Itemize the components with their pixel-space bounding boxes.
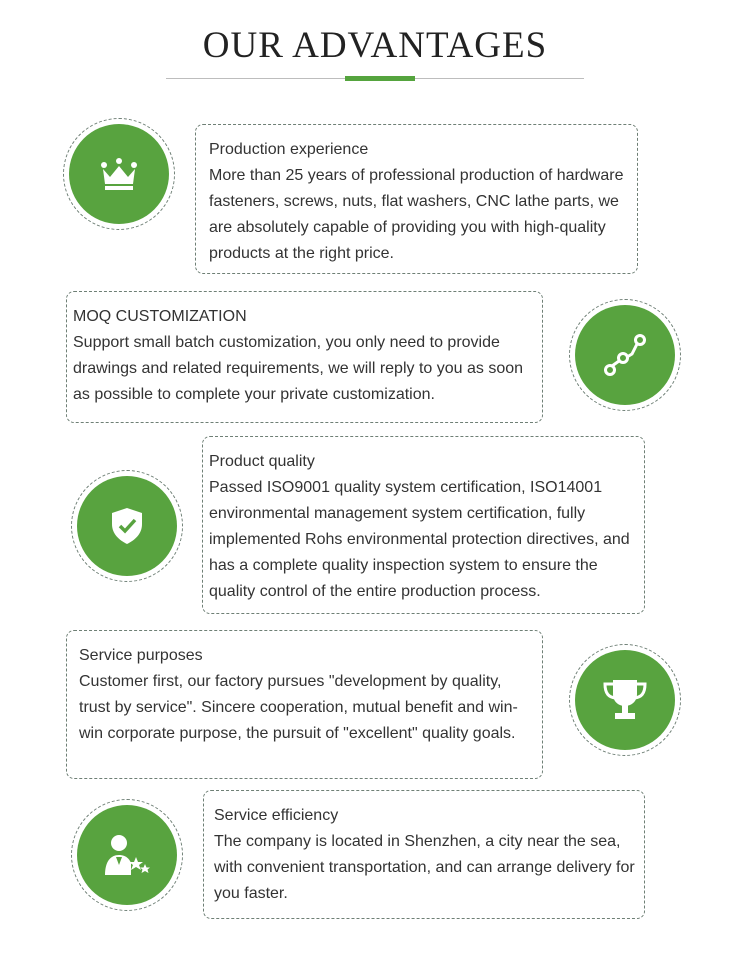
advantage-heading: Service purposes bbox=[79, 647, 203, 664]
advantage-heading: Product quality bbox=[209, 453, 315, 470]
shield-check-icon bbox=[110, 507, 144, 545]
advantage-card bbox=[195, 124, 638, 274]
route-icon bbox=[603, 333, 647, 377]
advantage-card bbox=[202, 436, 645, 614]
advantage-icon-badge bbox=[71, 470, 183, 582]
advantage-description: More than 25 years of professional production of hardware fasteners, screws, nuts, flat washers, CNC lathe parts, we are absolutely capable of providing you with high-quality products at the right price. bbox=[209, 167, 624, 262]
title-accent-bar bbox=[345, 76, 415, 81]
advantage-icon-badge bbox=[63, 118, 175, 230]
advantage-card bbox=[66, 630, 543, 779]
advantage-description: Customer first, our factory pursues "development by quality, trust by service". Sincere cooperation, mutual benefit and win-win corporate purpose, the pursuit of "excellent" quality goals. bbox=[79, 673, 518, 742]
advantage-heading: Production experience bbox=[209, 141, 369, 158]
advantage-heading: Service efficiency bbox=[214, 807, 339, 824]
user-stars-icon bbox=[103, 833, 151, 877]
advantage-card bbox=[203, 790, 645, 919]
advantage-description: Support small batch customization, you only need to provide drawings and related requirements, we will reply to you as soon as possible to complete your private customization. bbox=[73, 334, 524, 403]
trophy-icon bbox=[601, 678, 649, 722]
page-title: OUR ADVANTAGES bbox=[202, 25, 548, 66]
advantage-card bbox=[66, 291, 543, 423]
advantage-description: The company is located in Shenzhen, a city near the sea, with convenient transportation, and can arrange delivery for you faster. bbox=[214, 833, 635, 902]
advantage-icon-badge bbox=[71, 799, 183, 911]
advantage-description: Passed ISO9001 quality system certification, ISO14001 environmental management system certification, fully implemented Rohs environmental protection directives, and has a complete quality inspection system to ensure the quality control of the entire production process. bbox=[209, 479, 630, 600]
advantage-icon-badge bbox=[569, 299, 681, 411]
advantage-heading: MOQ CUSTOMIZATION bbox=[73, 308, 247, 325]
crown-icon bbox=[99, 157, 139, 191]
advantage-icon-badge bbox=[569, 644, 681, 756]
